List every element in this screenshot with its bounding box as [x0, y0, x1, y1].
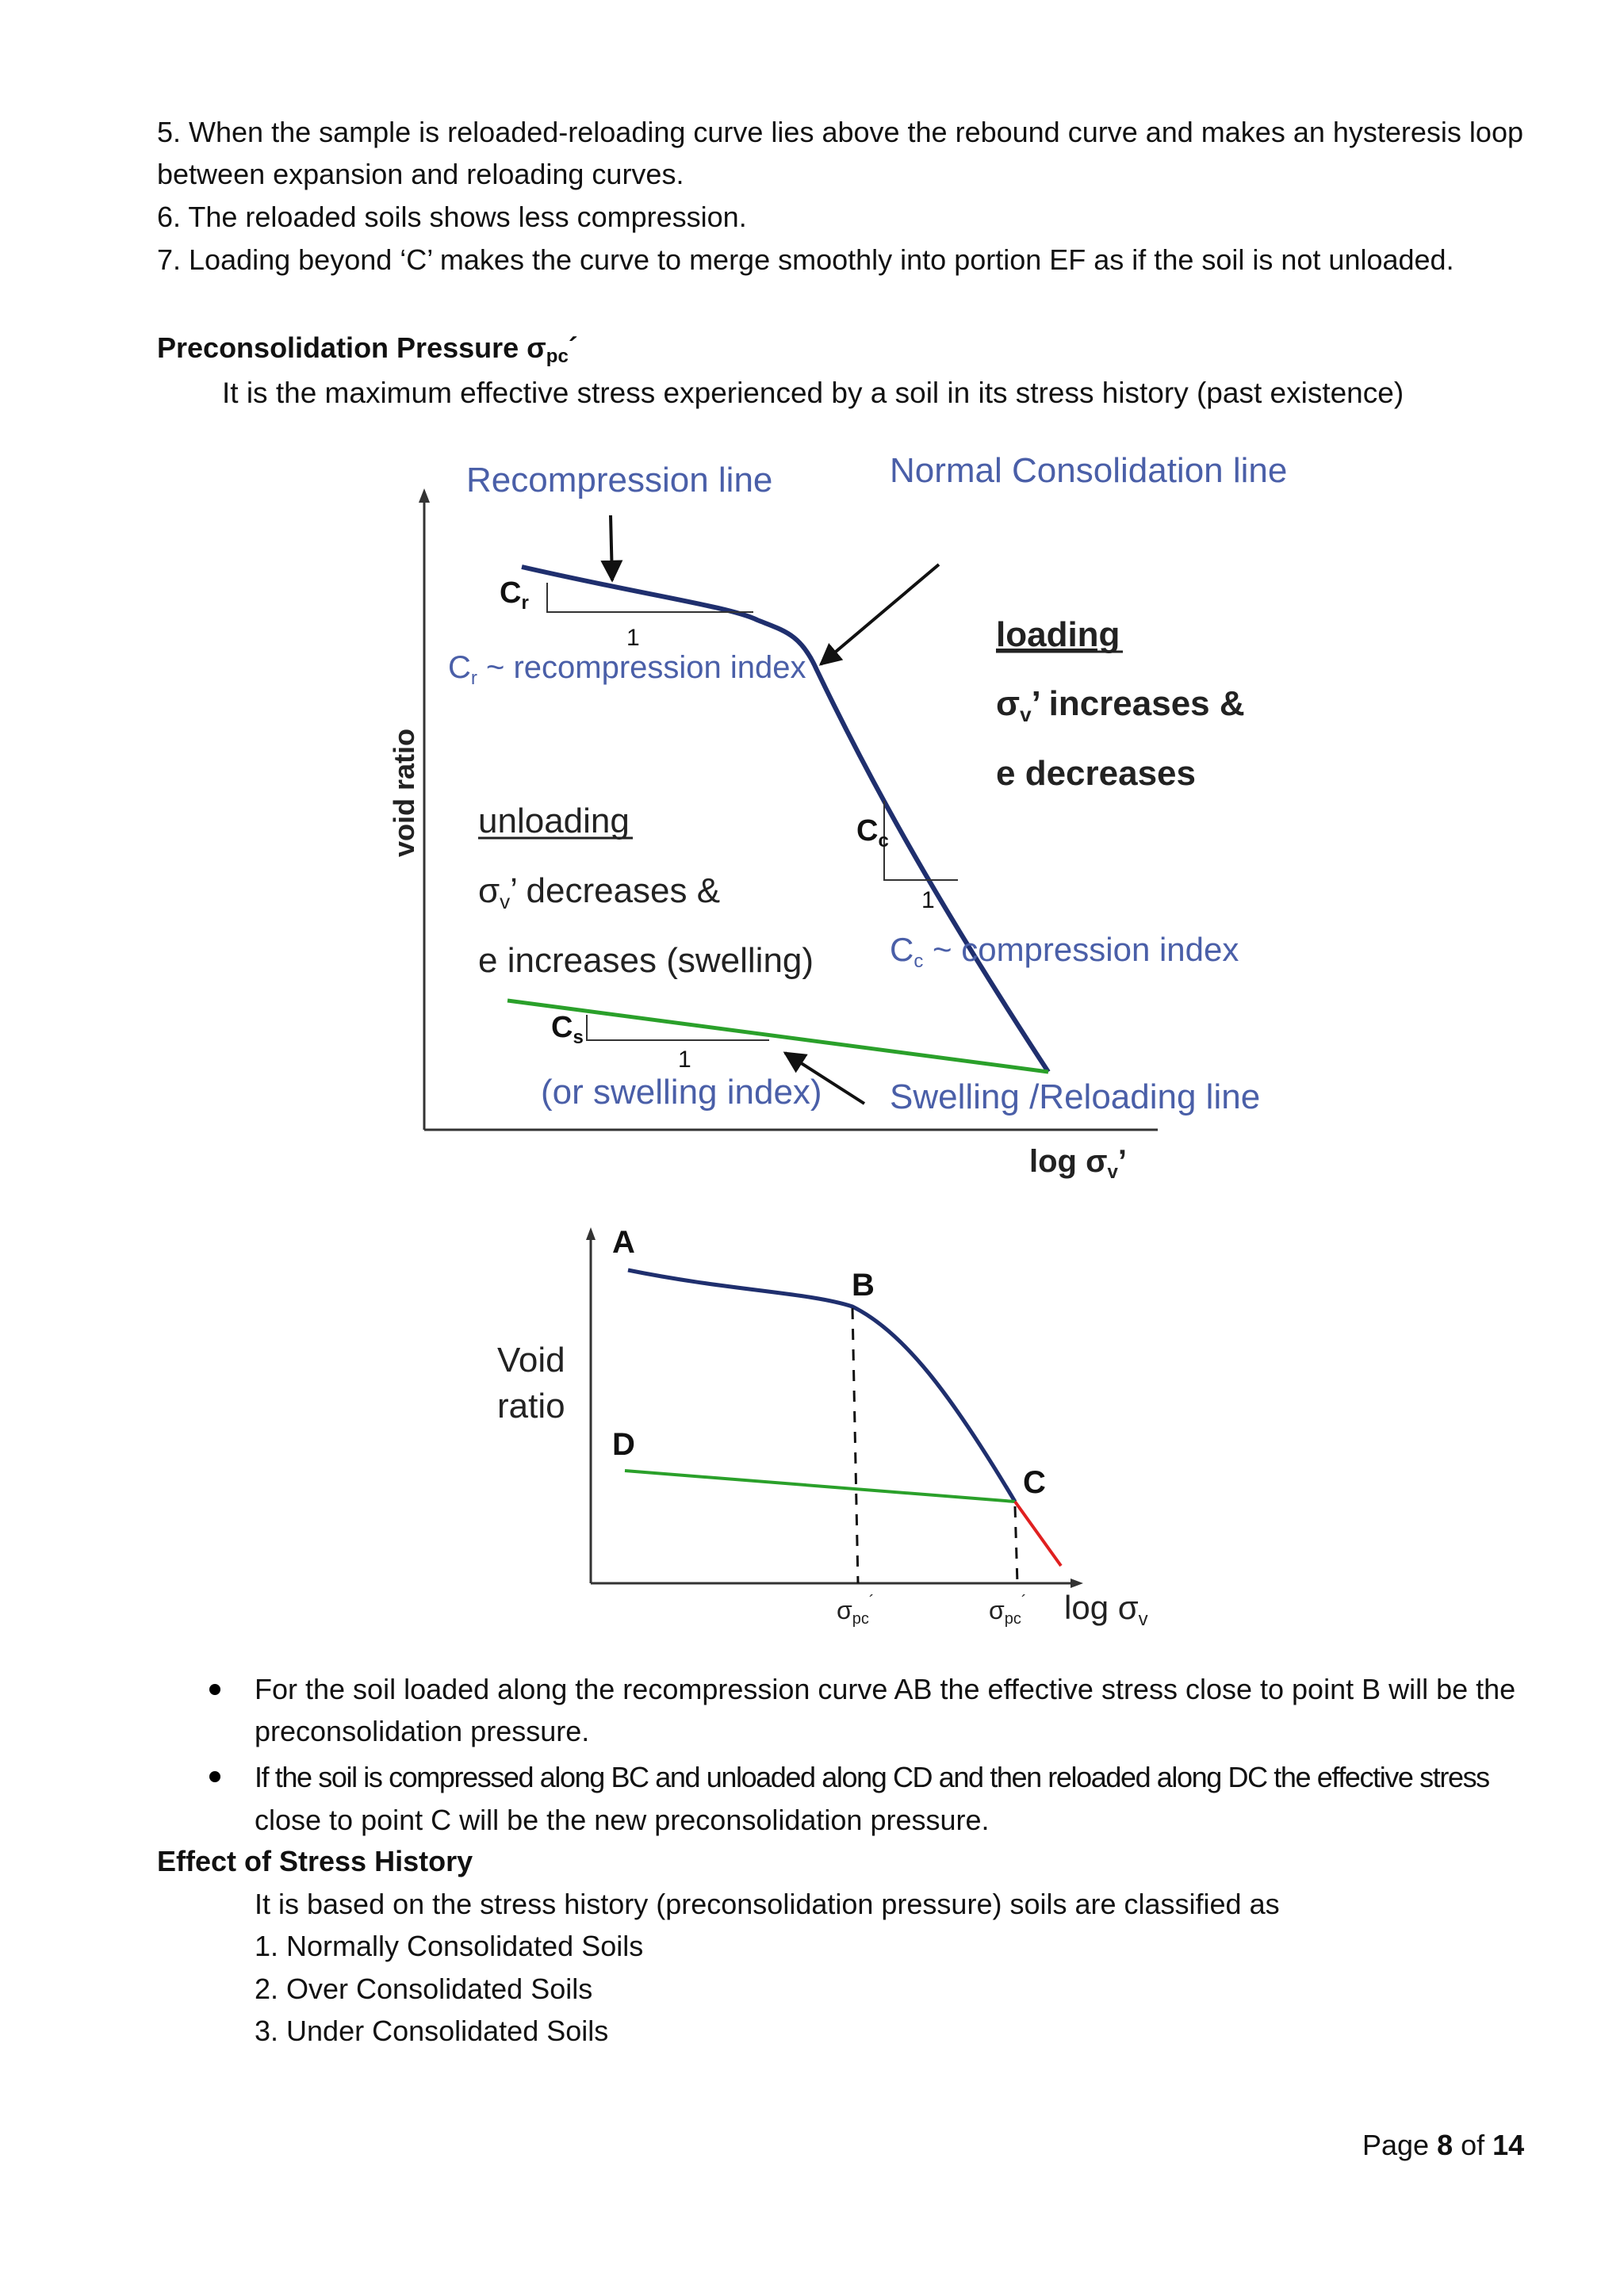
fig1-cr-sub: r [521, 592, 529, 614]
fig2-sigma-2: σ [989, 1596, 1005, 1624]
fig1-cc-one: 1 [921, 887, 935, 913]
fig1-recompression-label: Recompression line [466, 461, 773, 499]
page-of-label: of [1453, 2129, 1493, 2161]
fig1-loading-line-1 [996, 684, 1245, 726]
fig1-unloading-text: ’ decreases & [510, 871, 721, 910]
fig1-unloading-sigma-sub: v [500, 890, 511, 913]
stress-history-item-1: 1. Normally Consolidated Soils [255, 1930, 644, 1962]
fig2-y-axis-line-1: Void [497, 1341, 565, 1380]
fig2-c-extension [1015, 1502, 1061, 1566]
page-label: Page [1362, 2129, 1438, 2161]
fig2-label-D: D [612, 1427, 635, 1462]
fig1-cr-def-text: ~ recompression index [477, 650, 806, 685]
stress-history-intro: It is based on the stress history (preconsolidation pressure) soils are classified as [255, 1888, 1280, 1920]
fig1-recompression-arrow [611, 515, 612, 580]
page-number: 8 [1437, 2129, 1454, 2161]
fig2-b-dashed [852, 1308, 858, 1583]
fig2-x-axis-text: log σ [1064, 1589, 1139, 1626]
fig2-cd-line [625, 1471, 1015, 1502]
fig2-label-B: B [852, 1268, 875, 1303]
fig1-cr-def-letter: C [448, 650, 471, 685]
page-total: 14 [1492, 2129, 1525, 2161]
stress-history-item-3: 3. Under Consolidated Soils [255, 2015, 609, 2047]
fig1-swelling-label: Swelling /Reloading line [890, 1077, 1261, 1116]
fig1-cc-letter: C [856, 814, 879, 848]
fig2-sigma-2-sub: pc [1004, 1610, 1021, 1628]
fig1-cs-sub: s [573, 1027, 584, 1048]
fig1-x-axis-label [1029, 1144, 1127, 1183]
fig2-sigma-1-prime: ´ [868, 1593, 875, 1610]
fig1-swelling-line [508, 1001, 1048, 1072]
fig1-cc-def-text: ~ compression index [923, 931, 1239, 968]
fig1-y-axis-label: void ratio [388, 728, 420, 858]
fig1-ncl-arrow [821, 564, 939, 664]
fig1-x-axis-sub: v [1107, 1161, 1118, 1183]
fig2-sigma-pc-2 [989, 1593, 1027, 1628]
fig1-x-axis-prime: ’ [1117, 1144, 1127, 1179]
fig1-x-axis-text: log σ [1029, 1144, 1108, 1179]
fig1-cr-symbol [500, 576, 529, 614]
preconsolidation-heading-text: Preconsolidation Pressure σ [157, 331, 546, 364]
fig1-ncl-label: Normal Consolidation line [890, 451, 1288, 490]
fig1-cr-letter: C [500, 576, 522, 610]
point-5-line-2: between expansion and reloading curves. [157, 158, 684, 190]
fig1-cc-def-letter: C [890, 931, 914, 968]
fig2-x-axis-label [1064, 1589, 1148, 1630]
fig2-label-C: C [1023, 1465, 1046, 1500]
fig2-ab-bc-curve [628, 1270, 1015, 1502]
consolidation-curve-diagram [357, 444, 1293, 1205]
preconsolidation-heading-prime: ´ [568, 331, 578, 364]
stress-history-heading: Effect of Stress History [157, 1845, 473, 1877]
fig1-loading-title: loading [996, 615, 1120, 654]
fig1-cr-definition [448, 650, 806, 689]
fig1-loading-text: ’ increases & [1031, 684, 1245, 723]
fig2-x-axis-sub: v [1138, 1609, 1148, 1630]
fig1-unloading-line-1 [478, 871, 720, 913]
fig1-loading-line-2: e decreases [996, 754, 1196, 793]
fig1-cc-def-sub: c [914, 951, 924, 972]
preconsolidation-heading [157, 327, 578, 377]
fig1-cs-letter: C [551, 1011, 573, 1044]
fig2-sigma-1: σ [837, 1596, 852, 1624]
bullet-2-line-2: close to point C will be the new preconsolidation pressure. [255, 1804, 990, 1836]
fig1-cc-definition [890, 931, 1239, 972]
fig1-cs-one: 1 [678, 1047, 691, 1073]
point-5-line-1: 5. When the sample is reloaded-reloading curve lies above the rebound curve and makes an hysteresis loop [157, 116, 1523, 148]
fig1-cr-one: 1 [626, 625, 640, 651]
bullet-2-line-1: If the soil is compressed along BC and unloaded along CD and then reloaded along DC the effective stress [255, 1761, 1489, 1793]
point-7: 7. Loading beyond ‘C’ makes the curve to merge smoothly into portion EF as if the soil is not unloaded. [157, 243, 1454, 276]
fig2-sigma-pc-1 [837, 1593, 875, 1628]
page-footer [1362, 2125, 1524, 2166]
fig1-unloading-sigma: σ [478, 871, 500, 910]
fig1-unloading-title: unloading [478, 802, 630, 840]
preconsolidation-diagram [476, 1213, 1174, 1641]
bullet-1-dot [209, 1684, 220, 1695]
fig2-c-dashed [1015, 1506, 1017, 1583]
bullet-1-line-2: preconsolidation pressure. [255, 1715, 590, 1747]
fig2-sigma-2-prime: ´ [1021, 1593, 1027, 1610]
fig1-cr-def-sub: r [470, 668, 477, 689]
stress-history-item-2: 2. Over Consolidated Soils [255, 1973, 593, 2005]
fig2-label-A: A [612, 1225, 635, 1260]
fig1-unloading-line-2: e increases (swelling) [478, 941, 814, 980]
bullet-2-dot [209, 1771, 220, 1782]
point-6: 6. The reloaded soils shows less compression. [157, 201, 747, 233]
bullet-1-line-1: For the soil loaded along the recompression curve AB the effective stress close to point B will be the [255, 1673, 1516, 1705]
fig2-x-axis-arrow [1071, 1578, 1083, 1588]
fig1-cs-triangle [587, 1015, 769, 1040]
fig1-y-axis-arrow [419, 488, 430, 503]
preconsolidation-definition: It is the maximum effective stress experienced by a soil in its stress history (past existence) [222, 377, 1404, 409]
fig1-cs-definition: (or swelling index) [541, 1073, 822, 1112]
fig1-cs-symbol [551, 1011, 584, 1048]
fig2-y-axis-arrow [586, 1227, 596, 1240]
fig2-sigma-1-sub: pc [852, 1610, 869, 1628]
fig1-loading-sigma: σ [996, 684, 1021, 723]
fig1-cc-sub: c [878, 830, 889, 851]
preconsolidation-heading-sub: pc [546, 346, 569, 367]
fig1-loading-sigma-sub: v [1020, 702, 1032, 726]
fig2-y-axis-line-2: ratio [497, 1387, 565, 1425]
